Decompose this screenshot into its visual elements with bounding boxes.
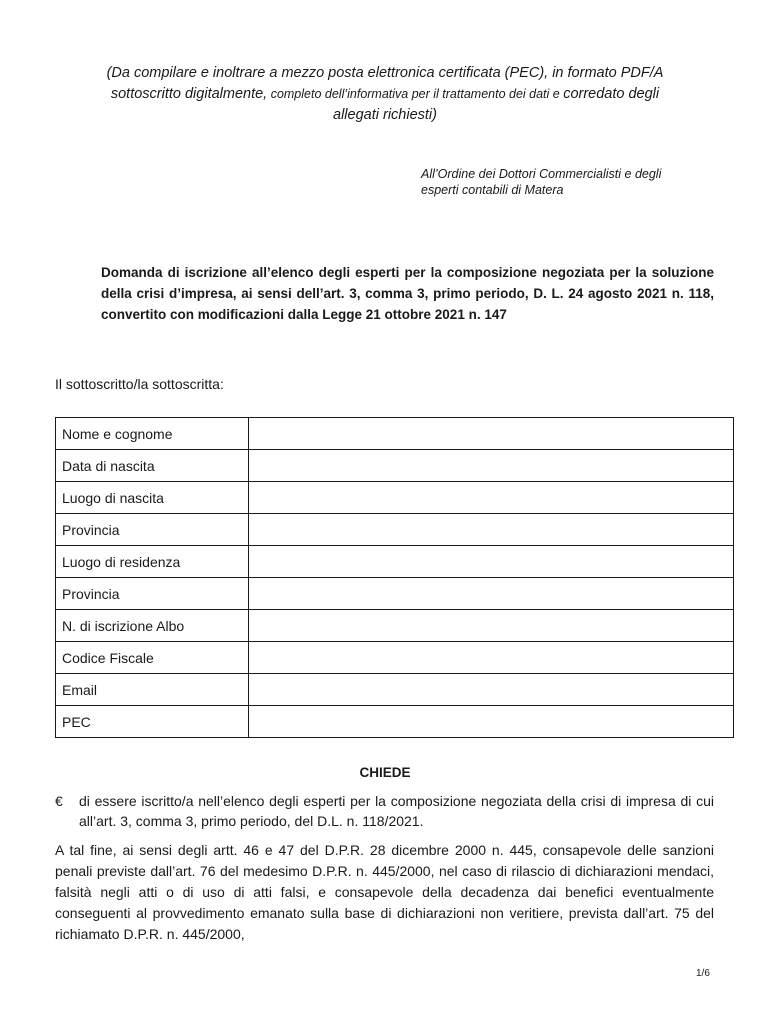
field-label: Email [56,674,249,706]
request-checkbox[interactable]: € [55,793,63,809]
field-value-email[interactable] [249,674,734,706]
field-label: Codice Fiscale [56,642,249,674]
intro-line-1: (Da compilare e inoltrare a mezzo posta elettronica certificata (PEC), in formato PDF/A [106,65,664,81]
document-title: Domanda di iscrizione all’elenco degli esperti per la composizione negoziata per la soluzione della crisi d’impresa, ai sensi dell’art. 3, comma 3, primo periodo, D. L. 24 agosto 2021 n. 118, convertito con modificazioni dalla Legge 21 ottobre 2021 n. 147 [101,265,714,322]
table-row [56,706,734,738]
field-value-residence[interactable] [249,546,734,578]
intro-line-2-b: completo dell’informativa per il trattamento dei dati e [267,87,564,101]
table-row [56,514,734,546]
intro-note [60,63,710,126]
intro-line-2-a: sottoscritto digitalmente, [110,86,268,102]
field-label: Provincia [56,578,249,610]
field-value-pec[interactable] [249,706,734,738]
personal-data-table [55,417,734,738]
table-row [56,450,734,482]
table-row [56,418,734,450]
field-value-birth-place[interactable] [249,482,734,514]
page-number: 1/6 [696,968,710,979]
table-row [56,610,734,642]
field-label: Nome e cognome [56,418,249,450]
field-value-residence-province[interactable] [249,578,734,610]
table-row [56,482,734,514]
table-row [56,546,734,578]
field-label: Luogo di nascita [56,482,249,514]
request-text: di essere iscritto/a nell’elenco degli esperti per la composizione negoziata della crisi di impresa di cui all’art. 3, comma 3, primo periodo, del D.L. n. 118/2021. [79,793,714,829]
addressee-line-2: esperti contabili di Matera [421,183,564,197]
field-label: Data di nascita [56,450,249,482]
intro-line-2-c: corredato degli [563,86,660,102]
table-row [56,578,734,610]
table-row [56,642,734,674]
addressee-line-1: All’Ordine dei Dottori Commercialisti e degli [421,167,662,181]
table-row [56,674,734,706]
field-label: N. di iscrizione Albo [56,610,249,642]
field-value-register-number[interactable] [249,610,734,642]
field-value-birth-date[interactable] [249,450,734,482]
intro-line-2 [60,84,710,105]
field-value-tax-code[interactable] [249,642,734,674]
declaration-paragraph: A tal fine, ai sensi degli artt. 46 e 47 del D.P.R. 28 dicembre 2000 n. 445, consapevole delle sanzioni penali previste dall’art. 76 del medesimo D.P.R. n. 445/2000, nel caso di rilascio di dichiarazioni mendaci, falsità negli atti o di uso di atti falsi, e consapevole della decadenza dai benefici eventualmente conseguenti al provvedimento emanato sulla base di dichiarazioni non veritiere, prevista dall’art. 75 del richiamato D.P.R. n. 445/2000, [55,842,714,942]
intro-line-3: allegati richiesti) [333,107,437,123]
addressee [421,166,721,198]
field-value-birth-province[interactable] [249,514,734,546]
field-label: Luogo di residenza [56,546,249,578]
request-item [55,791,714,831]
signatory-intro: Il sottoscritto/la sottoscritta: [55,376,224,392]
field-label: PEC [56,706,249,738]
field-value-name[interactable] [249,418,734,450]
field-label: Provincia [56,514,249,546]
chiede-heading: CHIEDE [359,765,411,780]
